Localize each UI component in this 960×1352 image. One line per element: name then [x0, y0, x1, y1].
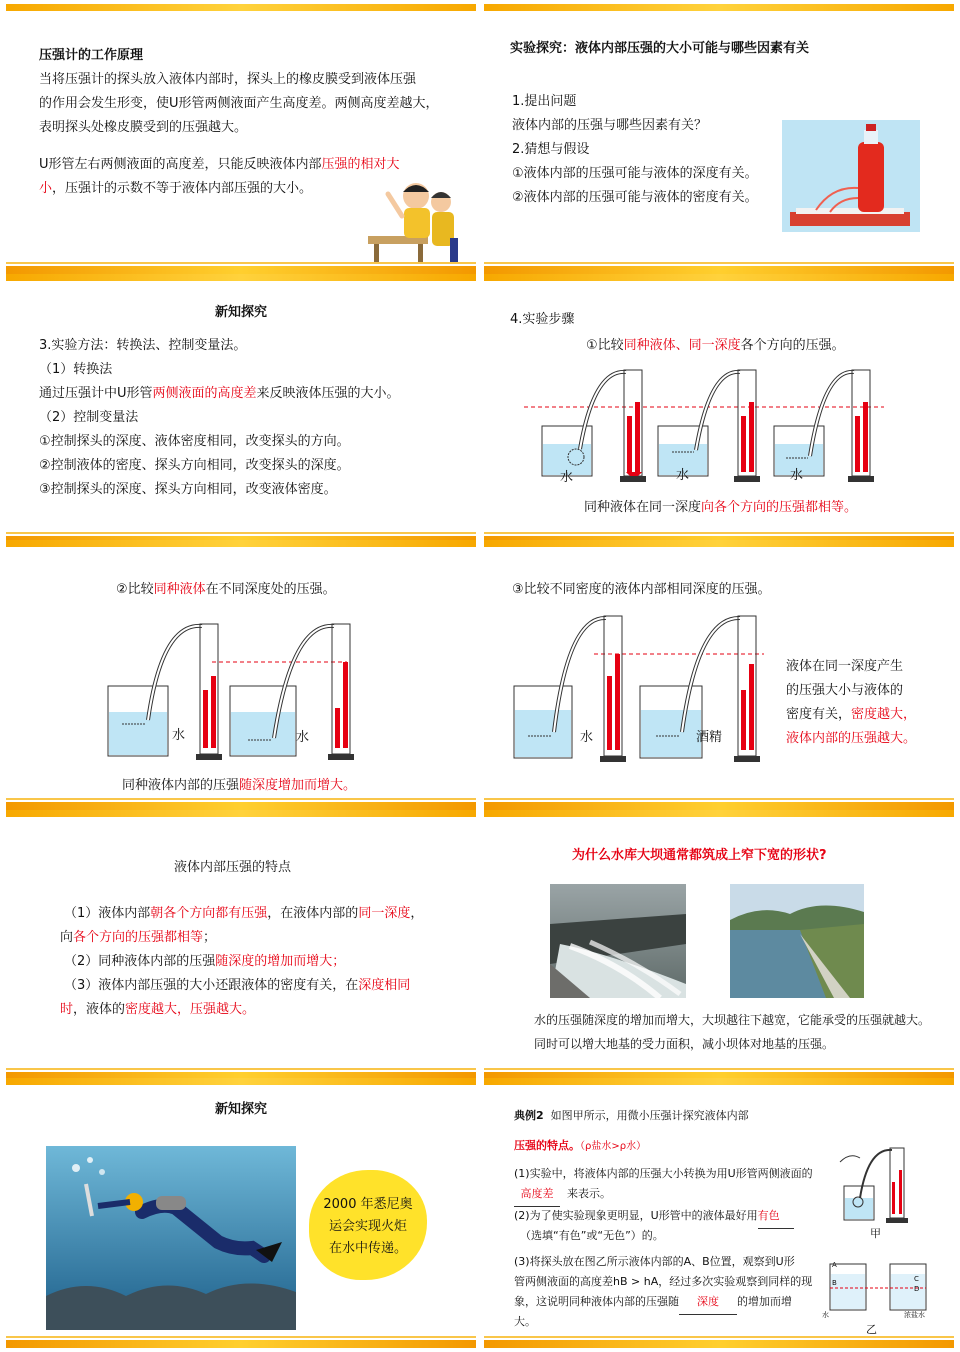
slide-3-line: ②控制液体的密度、探头方向相同，改变探头的深度。	[39, 458, 350, 473]
question-line: (3)将探头放在图乙所示液体内部的A、B位置，观察到U形	[514, 1255, 795, 1268]
slide-top-bar	[484, 274, 954, 281]
figure-jia-label: 甲	[870, 1227, 881, 1240]
slide-8-title: 为什么水库大坝通常都筑成上窄下宽的形状?	[572, 848, 827, 863]
water-label: 水	[296, 730, 310, 745]
slide-bottom-bar	[6, 266, 476, 274]
question-line: 大。	[514, 1315, 536, 1328]
cartoon-students-illustration	[366, 174, 466, 264]
slide-7-line: 向各个方向的压强都相等；	[60, 930, 217, 945]
slide-2-title: 实验探究：液体内部压强的大小可能与哪些因素有关	[510, 41, 810, 56]
slide-4-same-depth	[484, 274, 954, 544]
slide-2-hypothesis	[484, 4, 954, 274]
slide-top-bar	[6, 1078, 476, 1085]
slide-5-different-depth	[6, 540, 476, 810]
question-line: 管两侧液面的高度差hB > hA，经过多次实验观察到同样的现	[514, 1275, 813, 1288]
slide-9-underwater-torch	[6, 1078, 476, 1348]
bubble-line: 运会实现火炬	[328, 1219, 407, 1234]
slide-1-working-principle	[6, 4, 476, 274]
slide-bottom-line	[484, 532, 954, 534]
slide-bottom-bar	[484, 1340, 954, 1348]
slide-1-line: 当将压强计的探头放入液体内部时，探头上的橡皮膜受到液体压强	[39, 72, 417, 87]
slide-bottom-line	[6, 262, 476, 264]
diver-torch-photo	[46, 1146, 296, 1330]
slide-top-bar	[484, 1078, 954, 1085]
different-depth-apparatus-diagram	[102, 612, 372, 762]
slide-3-line: 通过压强计中U形管两侧液面的高度差来反映液体压强的大小。	[39, 386, 400, 401]
slide-bottom-line	[484, 262, 954, 264]
slide-7-line: （2）同种液体内部的压强随深度的增加而增大；	[64, 954, 346, 969]
slide-3-line: 3.实验方法：转换法、控制变量法。	[39, 338, 247, 353]
slide-2-line: 1.提出问题	[512, 94, 577, 109]
point-b-label: B	[832, 1279, 837, 1287]
slide-bottom-line	[484, 798, 954, 800]
slide-bottom-line	[6, 1068, 476, 1070]
slide-bottom-line	[6, 1336, 476, 1338]
example-heading: 典例2 如图甲所示，用微小压强计探究液体内部	[514, 1109, 749, 1122]
point-c-label: C	[914, 1275, 919, 1283]
slide-8-line: 同时可以增大地基的受力面积，减小坝体对地基的压强。	[534, 1037, 835, 1051]
slide-top-bar	[484, 810, 954, 817]
brine-label: 浓盐水	[904, 1311, 925, 1319]
slide-bottom-bar	[6, 802, 476, 810]
slide-4-title: 4.实验步骤	[510, 312, 575, 327]
bubble-line: 在水中传递。	[328, 1241, 407, 1256]
slide-3-methods	[6, 274, 476, 544]
slide-top-bar	[484, 540, 954, 547]
slide-6-different-density	[484, 540, 954, 810]
question-line: (2)为了使实验现象更明显，U形管中的液体最好用有色	[514, 1204, 794, 1229]
slide-8-dam-shape	[484, 810, 954, 1080]
slide-top-bar	[6, 810, 476, 817]
slide-3-line: （1）转换法	[39, 362, 113, 377]
slide-4-conclusion: 同种液体在同一深度向各个方向的压强都相等。	[584, 500, 858, 515]
slide-7-line: 时，液体的密度越大，压强越大。	[60, 1002, 256, 1017]
slide-3-line: （2）控制变量法	[39, 410, 139, 425]
water-label: 水	[676, 468, 690, 483]
slide-bottom-line	[484, 1336, 954, 1338]
slide-top-bar	[6, 540, 476, 547]
slide-bottom-line	[484, 1068, 954, 1070]
slide-4-subtitle: ①比较同种液体、同一深度各个方向的压强。	[586, 338, 845, 353]
slide-6-result: 液体内部的压强越大。	[786, 731, 917, 746]
slide-1-line: 小，压强计的示数不等于液体内部压强的大小。	[39, 181, 313, 196]
slide-6-result: 密度有关，密度越大，	[786, 707, 917, 722]
slide-6-result: 液体在同一深度产生	[786, 659, 904, 674]
water-label: 水	[580, 730, 594, 745]
slide-bottom-bar	[6, 1340, 476, 1348]
slide-bottom-line	[6, 798, 476, 800]
slide-10-example-problem	[484, 1078, 954, 1348]
slide-7-characteristics	[6, 810, 476, 1080]
slide-7-line: （3）液体内部压强的大小还跟液体的密度有关，在深度相同	[64, 978, 411, 993]
slide-1-line: U形管左右两侧液面的高度差，只能反映液体内部压强的相对大	[39, 157, 400, 172]
slide-top-bar	[6, 4, 476, 11]
point-d-label: D	[914, 1285, 920, 1293]
point-a-label: A	[832, 1261, 837, 1269]
slide-8-line: 水的压强随深度的增加而增大，大坝越往下越宽，它能承受的压强就越大。	[534, 1013, 931, 1027]
slide-5-subtitle: ②比较同种液体在不同深度处的压强。	[116, 582, 336, 597]
dam-spillway-photo	[550, 884, 686, 998]
slide-5-conclusion: 同种液体内部的压强随深度增加而增大。	[122, 778, 357, 793]
water-label: 水	[172, 728, 186, 743]
slide-bottom-bar	[484, 802, 954, 810]
slide-6-result: 的压强大小与液体的	[786, 683, 904, 698]
question-line: （选填“有色”或“无色”）的。	[520, 1229, 664, 1242]
bubble-line: 2000 年悉尼奥	[323, 1197, 413, 1212]
water-label: 水	[560, 470, 574, 485]
question-line: 高度差 来表示。	[514, 1182, 611, 1207]
slide-3-line: ③控制探头的深度、探头方向相同，改变液体密度。	[39, 482, 337, 497]
slide-2-line: ①液体内部的压强可能与液体的深度有关。	[512, 166, 758, 181]
slide-3-title: 新知探究	[214, 305, 267, 320]
slide-bottom-line	[6, 532, 476, 534]
slide-top-bar	[6, 274, 476, 281]
slide-7-title: 液体内部压强的特点	[174, 860, 292, 875]
slide-3-line: ①控制探头的深度、液体密度相同，改变探头的方向。	[39, 434, 350, 449]
slide-1-line: 表明探头处橡皮膜受到的压强越大。	[39, 120, 248, 135]
example-heading-2: 压强的特点。（ρ盐水>ρ水）	[514, 1139, 647, 1152]
slide-2-line: ②液体内部的压强可能与液体的密度有关。	[512, 190, 758, 205]
slide-1-line: 的作用会发生形变，使U形管两侧液面产生高度差。两侧高度差越大，	[39, 96, 439, 111]
different-density-apparatus-diagram	[510, 606, 780, 766]
slide-2-line: 液体内部的压强与哪些因素有关？	[512, 118, 708, 133]
figure-yi-label: 乙	[866, 1323, 877, 1336]
slide-1-title: 压强计的工作原理	[39, 48, 144, 63]
water-label: 水	[790, 468, 804, 483]
slide-9-title: 新知探究	[214, 1102, 267, 1117]
question-line: 象，这说明同种液体内部的压强随 深度 的增加而增	[514, 1290, 792, 1315]
slide-6-subtitle: ③比较不同密度的液体内部相同深度的压强。	[512, 582, 771, 597]
same-depth-apparatus-diagram	[524, 364, 904, 489]
slide-7-line: （1）液体内部朝各个方向都有压强，在液体内部的同一深度，	[64, 906, 424, 921]
water-label: 水	[822, 1311, 829, 1319]
alcohol-label: 酒精	[696, 730, 723, 745]
slide-2-line: 2.猜想与假设	[512, 142, 590, 157]
bottle-water-jet-photo	[782, 120, 920, 232]
slide-bottom-bar	[484, 266, 954, 274]
slide-top-bar	[484, 4, 954, 11]
question-line: (1)实验中，将液体内部的压强大小转换为用U形管两侧液面的	[514, 1167, 813, 1180]
dam-aerial-photo	[730, 884, 864, 998]
